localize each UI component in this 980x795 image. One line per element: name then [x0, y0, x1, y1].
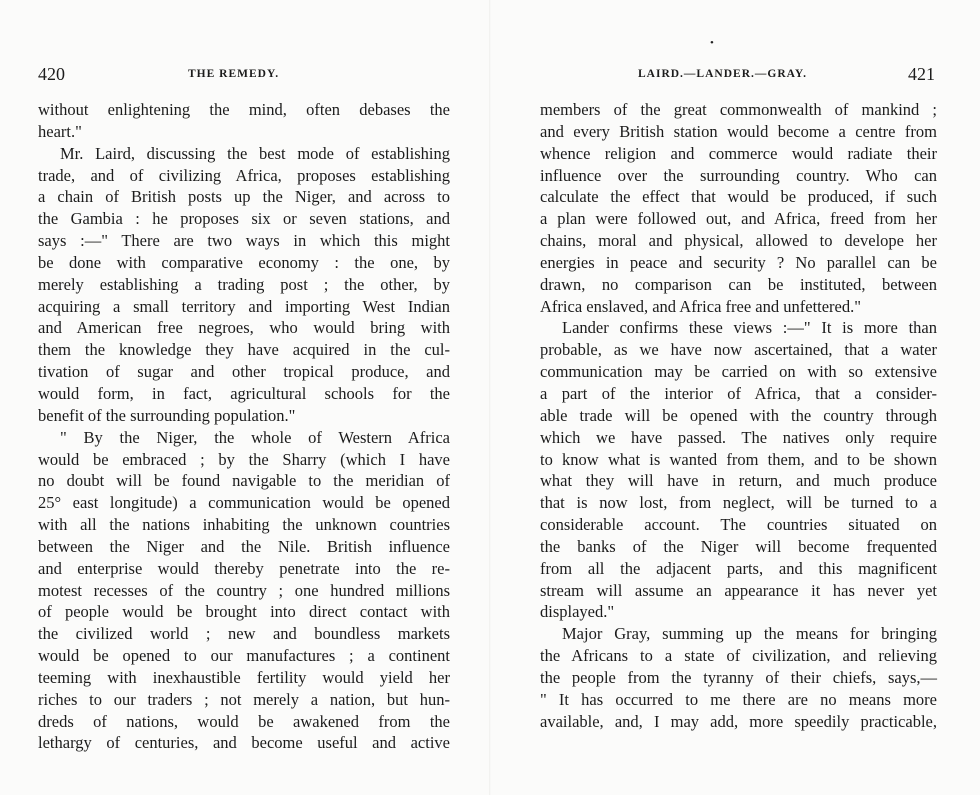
- text-line: heart.": [38, 121, 82, 141]
- running-head: LAIRD.—LANDER.—GRAY.: [638, 68, 807, 80]
- text-line: and enterprise would thereby penetrate into the re-: [38, 558, 450, 578]
- right-page-body: [540, 99, 937, 732]
- text-line: displayed.": [540, 602, 615, 622]
- text-line: Lander confirms these views :—" It is more than: [562, 318, 937, 338]
- text-line: Major Gray, summing up the means for bringing: [562, 624, 937, 644]
- left-page-body: [38, 99, 450, 754]
- text-line: that is now lost, from neglect, will be turned to a: [540, 493, 937, 513]
- text-line: " It has occurred to me there are no means more: [540, 689, 937, 709]
- text-line: members of the great commonwealth of mankind ;: [540, 100, 937, 119]
- text-line: acquiring a small territory and importing West Indian: [38, 296, 450, 316]
- text-line: Mr. Laird, discussing the best mode of establishing: [60, 143, 450, 163]
- text-line: " By the Niger, the whole of Western Africa: [60, 427, 450, 447]
- text-line: merely establishing a trading post ; the other, by: [38, 274, 450, 294]
- text-line: what they will have in return, and much produce: [540, 471, 937, 491]
- right-page: [490, 0, 980, 795]
- text-line: motest recesses of the country ; one hundred millions: [38, 580, 450, 600]
- text-line: riches to our traders ; not merely a nation, but hun-: [38, 689, 450, 709]
- text-line: no doubt will be found navigable to the meridian of: [38, 471, 450, 491]
- text-line: able trade will be opened with the country through: [540, 405, 937, 425]
- text-line: would be embraced ; by the Sharry (which I have: [38, 449, 450, 469]
- text-line: the civilized world ; new and boundless markets: [38, 624, 450, 644]
- text-line: probable, as we have now ascertained, that a water: [540, 340, 937, 360]
- text-line: dreds of nations, would be awakened from the: [38, 711, 450, 731]
- text-line: without enlightening the mind, often debases the: [38, 100, 450, 119]
- text-line: a plan were followed out, and Africa, freed from her: [540, 209, 937, 229]
- text-line: influence over the surrounding country. Who can: [540, 165, 937, 185]
- text-line: calculate the effect that would be produced, if such: [540, 187, 937, 207]
- text-line: be done with comparative economy : the one, by: [38, 252, 450, 272]
- page-number: 421: [908, 64, 935, 84]
- text-line: to know what is wanted from them, and to be shown: [540, 449, 937, 469]
- text-line: of people would be brought into direct contact with: [38, 602, 450, 622]
- text-line: communication may be carried on with so extensive: [540, 362, 937, 382]
- right-page-header: [540, 64, 935, 86]
- text-line: and American free negroes, who would bring with: [38, 318, 450, 338]
- text-line: and every British station would become a centre from: [540, 121, 937, 141]
- text-line: them the knowledge they have acquired in the cul-: [38, 340, 450, 360]
- text-line: stream will assume an appearance it has never yet: [540, 580, 937, 600]
- text-line: between the Niger and the Nile. British influence: [38, 536, 450, 556]
- text-line: chains, moral and physical, allowed to develope her: [540, 231, 937, 251]
- stray-print-mark: •: [710, 37, 714, 49]
- text-line: a chain of British posts up the Niger, and across to: [38, 187, 450, 207]
- text-line: tivation of sugar and other tropical produce, and: [38, 362, 450, 382]
- text-line: from all the adjacent parts, and this magnificent: [540, 558, 937, 578]
- text-line: lethargy of centuries, and become useful and active: [38, 733, 450, 753]
- text-line: the banks of the Niger will become frequented: [540, 536, 937, 556]
- text-line: available, and, I may add, more speedily practicable,: [540, 711, 937, 731]
- running-head: THE REMEDY.: [188, 68, 280, 80]
- text-line: the people from the tyranny of their chiefs, says,—: [540, 667, 937, 687]
- page-number: 420: [38, 64, 65, 84]
- text-line: which we have passed. The natives only require: [540, 427, 937, 447]
- text-line: the Africans to a state of civilization, and relieving: [540, 646, 937, 666]
- text-line: 25° east longitude) a communication would be opened: [38, 493, 450, 513]
- left-page-header: [38, 64, 448, 86]
- text-line: drawn, no comparison can be instituted, between: [540, 274, 937, 294]
- text-line: the Gambia : he proposes six or seven stations, and: [38, 209, 450, 229]
- text-line: benefit of the surrounding population.": [38, 405, 296, 425]
- text-line: Africa enslaved, and Africa free and unfettered.": [540, 296, 861, 316]
- text-line: would be opened to our manufactures ; a continent: [38, 646, 450, 666]
- text-line: considerable account. The countries situated on: [540, 515, 937, 535]
- text-line: teeming with inexhaustible fertility would yield her: [38, 667, 450, 687]
- text-line: a part of the interior of Africa, that a consider-: [540, 383, 937, 403]
- text-line: would form, in fact, agricultural schools for the: [38, 383, 450, 403]
- text-line: trade, and of civilizing Africa, proposes establishing: [38, 165, 450, 185]
- text-line: says :—" There are two ways in which this might: [38, 231, 450, 251]
- text-line: energies in peace and security ? No parallel can be: [540, 252, 937, 272]
- text-line: whence religion and commerce would radiate their: [540, 143, 937, 163]
- text-line: with all the nations inhabiting the unknown countries: [38, 515, 450, 535]
